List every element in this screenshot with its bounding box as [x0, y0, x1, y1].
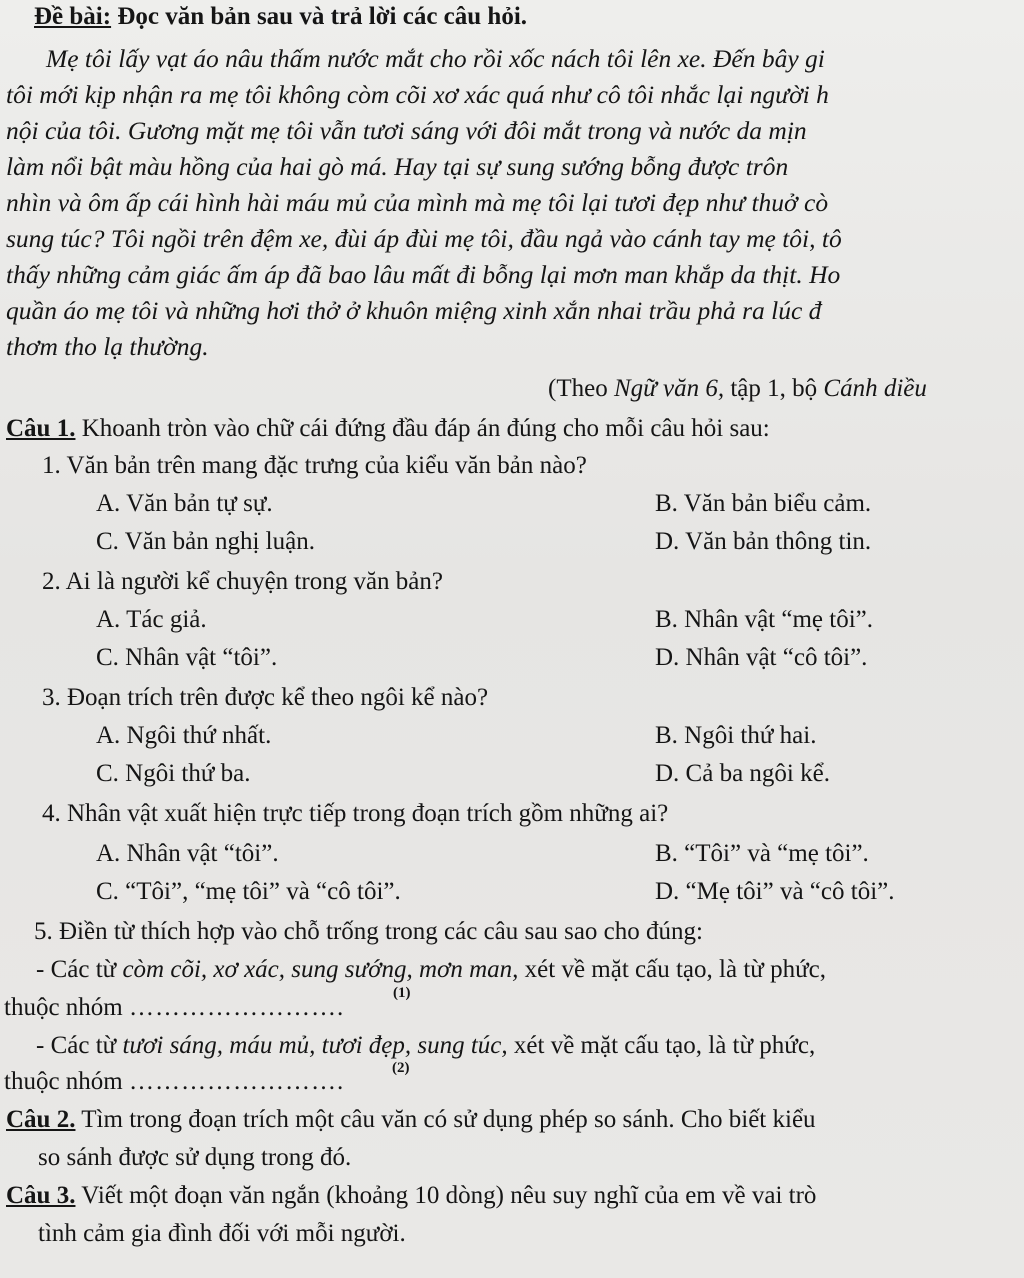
- q5-s2-words: tươi sáng, máu mủ, tươi đẹp, sung túc,: [122, 1032, 508, 1059]
- passage-line-4: làm nổi bật màu hồng của hai gò má. Hay tại sự sung sướng bỗng được trôn: [6, 152, 789, 181]
- q2-option-b[interactable]: B. Nhân vật “mẹ tôi”.: [655, 606, 873, 633]
- question-2-label: Câu 2.: [6, 1106, 76, 1133]
- q4-option-c[interactable]: C. “Tôi”, “mẹ tôi” và “cô tôi”.: [96, 878, 401, 905]
- q1-option-a[interactable]: A. Văn bản tự sự.: [96, 490, 273, 517]
- passage-line-3: nội của tôi. Gương mặt mẹ tôi vẫn tươi sáng với đôi mắt trong và nước da mịn: [6, 116, 807, 145]
- passage-line-8: quần áo mẹ tôi và những hơi thở ở khuôn miệng xinh xắn nhai trầu phả ra lúc đ: [6, 296, 822, 325]
- passage-line-5: nhìn và ôm ấp cái hình hài máu mủ của mình mà mẹ tôi lại tươi đẹp như thuở cò: [6, 188, 829, 217]
- q4-option-b[interactable]: B. “Tôi” và “mẹ tôi”.: [655, 840, 869, 867]
- q5-sentence-1: [36, 955, 826, 985]
- question-2-text: Tìm trong đoạn trích một câu văn có sử dụng phép so sánh. Cho biết kiểu: [81, 1106, 816, 1133]
- question-1-label: Câu 1.: [6, 415, 76, 442]
- q5-sentence-2-blank-line: [4, 1067, 343, 1097]
- q4-option-d[interactable]: D. “Mẹ tôi” và “cô tôi”.: [655, 878, 895, 905]
- question-1-heading: [6, 414, 770, 444]
- q5-s1-end: .: [337, 994, 344, 1021]
- q2-option-c[interactable]: C. Nhân vật “tôi”.: [96, 644, 278, 671]
- q5-s1-suffix: xét về mặt cấu tạo, là từ phức,: [518, 956, 826, 983]
- question-3-label: Câu 3.: [6, 1182, 76, 1209]
- question-2-line-1: [6, 1105, 816, 1135]
- q1-option-b[interactable]: B. Văn bản biểu cảm.: [655, 490, 872, 517]
- passage-line-1: Mẹ tôi lấy vạt áo nâu thấm nước mắt cho rồi xốc nách tôi lên xe. Đến bây gi: [46, 44, 825, 73]
- q3-option-c[interactable]: C. Ngôi thứ ba.: [96, 760, 251, 787]
- q5-s2-end: .: [337, 1068, 344, 1095]
- q2-option-a[interactable]: A. Tác giả.: [96, 606, 207, 633]
- question-3-line-1: [6, 1181, 816, 1211]
- q1-option-d[interactable]: D. Văn bản thông tin.: [655, 528, 872, 555]
- exam-header: [34, 2, 527, 32]
- sub-question-2: 2. Ai là người kể chuyện trong văn bản?: [42, 568, 443, 595]
- sub-question-3: 3. Đoạn trích trên được kể theo ngôi kể nào?: [42, 684, 489, 711]
- q5-sentence-2: [36, 1031, 815, 1061]
- q1-option-c[interactable]: C. Văn bản nghị luận.: [96, 528, 315, 555]
- q3-option-b[interactable]: B. Ngôi thứ hai.: [655, 722, 817, 749]
- q5-s1-prefix: - Các từ: [36, 956, 123, 983]
- q5-s2-suffix: xét về mặt cấu tạo, là từ phức,: [507, 1032, 816, 1059]
- q5-sentence-1-blank-line: [4, 993, 343, 1023]
- question-3-text: Viết một đoạn văn ngắn (khoảng 10 dòng) nêu suy nghĩ của em về vai trò: [81, 1182, 817, 1209]
- sub-question-5: 5. Điền từ thích hợp vào chỗ trống trong các câu sau sao cho đúng:: [34, 918, 703, 945]
- question-1-text: Khoanh tròn vào chữ cái đứng đầu đáp án đúng cho mỗi câu hỏi sau:: [81, 415, 770, 442]
- q5-blank-2[interactable]: ……………………: [129, 1068, 337, 1095]
- question-3-line-2: tình cảm gia đình đối với mỗi người.: [38, 1220, 406, 1247]
- source-series: Cánh diều: [823, 375, 927, 402]
- q3-option-d[interactable]: D. Cả ba ngôi kể.: [655, 760, 830, 787]
- source-suffix: tập 1, bộ: [724, 375, 824, 402]
- header-label: Đề bài:: [34, 3, 112, 30]
- q3-option-a[interactable]: A. Ngôi thứ nhất.: [96, 722, 272, 749]
- q2-option-d[interactable]: D. Nhân vật “cô tôi”.: [655, 644, 868, 671]
- blank-2-marker: (2): [392, 1060, 410, 1076]
- q5-s1-group: thuộc nhóm: [4, 994, 123, 1021]
- header-text: Đọc văn bản sau và trả lời các câu hỏi.: [117, 3, 528, 30]
- question-2-line-2: so sánh được sử dụng trong đó.: [38, 1144, 352, 1171]
- q4-option-a[interactable]: A. Nhân vật “tôi”.: [96, 840, 279, 867]
- q5-blank-1[interactable]: ……………………: [129, 994, 337, 1021]
- passage-line-6: sung túc? Tôi ngồi trên đệm xe, đùi áp đùi mẹ tôi, đầu ngả vào cánh tay mẹ tôi, tô: [6, 224, 842, 253]
- passage-line-7: thấy những cảm giác ấm áp đã bao lâu mất đi bỗng lại mơn man khắp da thịt. Ho: [6, 260, 841, 289]
- q5-s2-group: thuộc nhóm: [4, 1068, 123, 1095]
- passage-line-9: thơm tho lạ thường.: [6, 332, 209, 361]
- sub-question-1: 1. Văn bản trên mang đặc trưng của kiểu văn bản nào?: [42, 452, 587, 479]
- passage-source: [548, 374, 927, 404]
- sub-question-4: 4. Nhân vật xuất hiện trực tiếp trong đoạn trích gồm những ai?: [42, 800, 669, 827]
- q5-s1-words: còm cõi, xơ xác, sung sướng, mơn man,: [122, 956, 519, 983]
- blank-1-marker: (1): [393, 985, 411, 1001]
- source-prefix: (Theo: [548, 375, 614, 402]
- q5-s2-prefix: - Các từ: [36, 1032, 123, 1059]
- passage-line-2: tôi mới kịp nhận ra mẹ tôi không còm cõi xơ xác quá như cô tôi nhắc lại người h: [6, 80, 829, 109]
- source-book: Ngữ văn 6,: [613, 375, 725, 402]
